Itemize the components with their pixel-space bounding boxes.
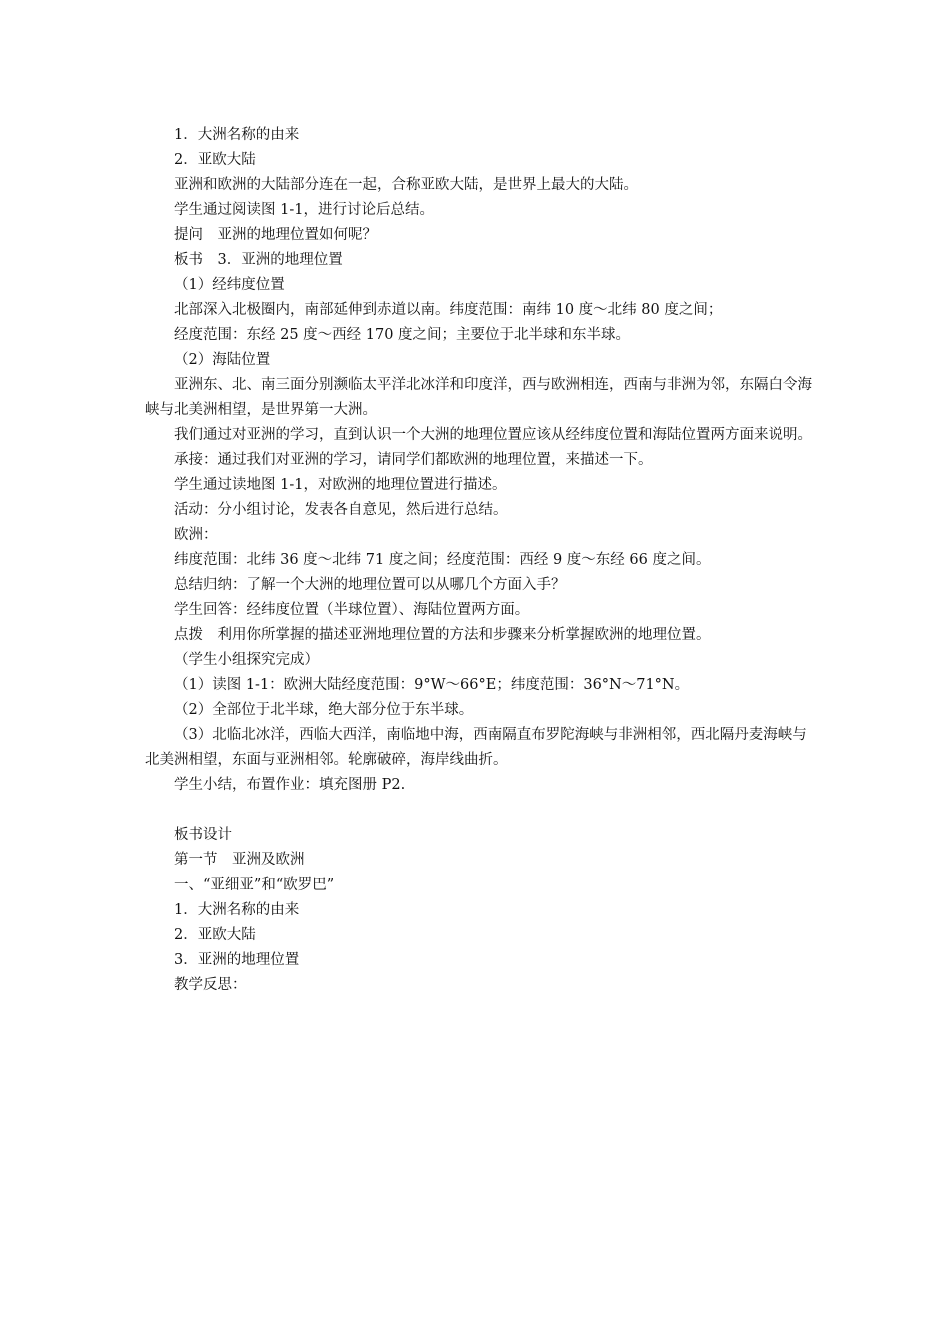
board-design-heading: 板书设计	[174, 827, 232, 843]
paragraph-13: 承接：通过我们对亚洲的学习，请同学们都欧洲的地理位置，来描述一下。	[174, 452, 653, 468]
board-design-line-4: 2．亚欧大陆	[174, 927, 256, 943]
paragraph-22: （1）读图 1-1：欧洲大陆经度范围：9°W～66°E；纬度范围：36°N～71°N。	[174, 677, 690, 693]
document-body	[145, 123, 813, 998]
paragraph-2: 2．亚欧大陆	[174, 152, 256, 168]
paragraph-19: 学生回答：经纬度位置（半球位置）、海陆位置两方面。	[174, 602, 530, 618]
paragraph-17: 纬度范围：北纬 36 度～北纬 71 度之间；经度范围：西经 9 度～东经 66 度之间。	[174, 552, 711, 568]
paragraph-6: 板书 3．亚洲的地理位置	[174, 252, 343, 268]
paragraph-14: 学生通过读地图 1-1，对欧洲的地理位置进行描述。	[174, 477, 507, 493]
paragraph-18: 总结归纳：了解一个大洲的地理位置可以从哪几个方面入手？	[174, 577, 566, 593]
paragraph-15: 活动：分小组讨论，发表各自意见，然后进行总结。	[174, 502, 508, 518]
board-design-line-5: 3．亚洲的地理位置	[174, 952, 300, 968]
board-design-line-1: 第一节 亚洲及欧洲	[174, 852, 305, 868]
paragraph-23: （2）全部位于北半球，绝大部分位于东半球。	[174, 702, 474, 718]
paragraph-8: 北部深入北极圈内，南部延伸到赤道以南。纬度范围：南纬 10 度～北纬 80 度之间；	[174, 302, 723, 318]
section-spacer	[145, 798, 813, 823]
paragraph-3: 亚洲和欧洲的大陆部分连在一起，合称亚欧大陆，是世界上最大的大陆。	[174, 177, 638, 193]
paragraph-9: 经度范围：东经 25 度～西经 170 度之间；主要位于北半球和东半球。	[174, 327, 631, 343]
paragraph-7: （1）经纬度位置	[174, 277, 285, 293]
paragraph-24: （3）北临北冰洋，西临大西洋，南临地中海，西南隔直布罗陀海峡与非洲相邻，西北隔丹麦海峡与北美洲相望，东面与亚洲相邻。轮廓破碎，海岸线曲折。	[145, 727, 807, 768]
paragraph-11: 亚洲东、北、南三面分别濒临太平洋北冰洋和印度洋，西与欧洲相连，西南与非洲为邻，东隔白令海峡与北美洲相望，是世界第一大洲。	[145, 377, 812, 418]
paragraph-12: 我们通过对亚洲的学习，直到认识一个大洲的地理位置应该从经纬度位置和海陆位置两方面来说明。	[174, 427, 812, 443]
board-design-line-2: 一、“亚细亚”和“欧罗巴”	[174, 877, 335, 893]
paragraph-4: 学生通过阅读图 1-1，进行讨论后总结。	[174, 202, 434, 218]
paragraph-20: 点拨 利用你所掌握的描述亚洲地理位置的方法和步骤来分析掌握欧洲的地理位置。	[174, 627, 711, 643]
paragraph-10: （2）海陆位置	[174, 352, 271, 368]
paragraph-5: 提问 亚洲的地理位置如何呢？	[174, 227, 377, 243]
board-design-line-3: 1．大洲名称的由来	[174, 902, 300, 918]
paragraph-25: 学生小结，布置作业：填充图册 P2.	[174, 777, 406, 793]
board-design-line-6: 教学反思：	[174, 977, 247, 993]
paragraph-21: （学生小组探究完成）	[174, 652, 319, 668]
paragraph-1: 1．大洲名称的由来	[174, 127, 300, 143]
paragraph-16: 欧洲：	[174, 527, 218, 543]
